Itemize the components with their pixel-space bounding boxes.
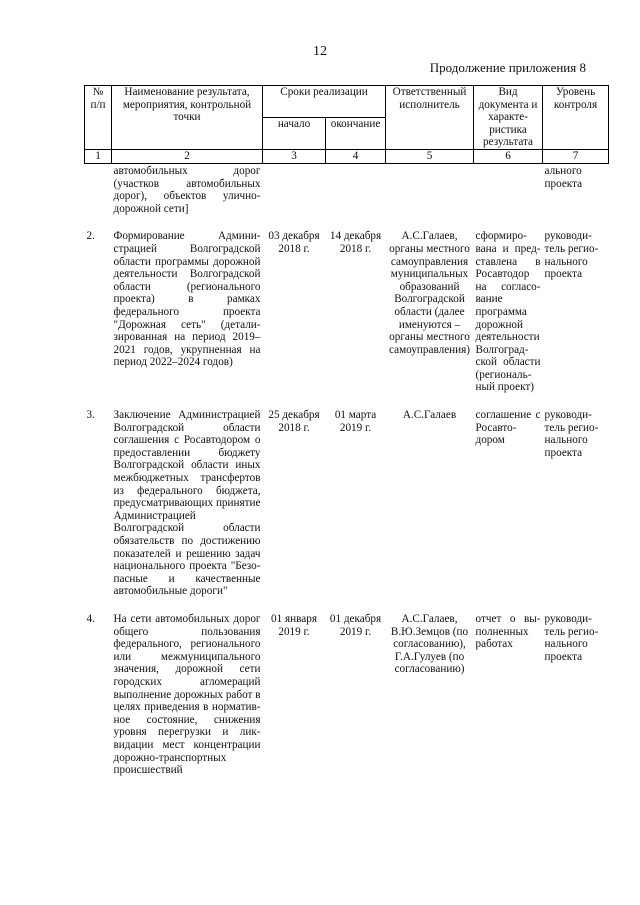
row-num: 2. xyxy=(86,230,95,243)
page-number: 12 xyxy=(313,44,327,59)
row-start: 25 декабря 2018 г. xyxy=(268,409,320,434)
row-doc: отчет о выполненных работах xyxy=(475,612,541,651)
row-end: 14 декабря 2018 г. xyxy=(329,230,382,255)
row-responsible: А.С.Галаев xyxy=(402,409,457,422)
row-num: 4. xyxy=(86,612,95,625)
row-num: 3. xyxy=(86,409,95,422)
continuation-label: Продолжение приложения 8 xyxy=(429,60,586,75)
table-row xyxy=(85,612,609,777)
row-name: Заключение Администрацией Волгоградской области соглашения с Росавтодором о предоставлении бюджету Волгоградской области иных межбюджетных трансфертов из федерального бюджета, предусматривающих принятие Администрацией Волгоградской области обязательств по достижению показателей и решению задач национального проекта "Безопасные и качественные автомобильные дороги" xyxy=(113,409,261,598)
header-num: № п/п xyxy=(85,86,112,150)
col-number: 7 xyxy=(543,149,609,163)
header-end: окончание xyxy=(326,117,386,149)
col-number: 3 xyxy=(263,149,326,163)
row-end: 01 декабря 2019 г. xyxy=(329,612,382,638)
row-level: руководитель регионального проекта xyxy=(544,409,599,459)
row-end: 01 марта 2019 г. xyxy=(334,409,377,434)
carryover-level: ального проекта xyxy=(544,164,583,190)
row-doc: сформирована и представлена в Росавтодор на согласование программа дорожной деятельности Волгоградской области (региональный проект) xyxy=(475,230,541,394)
col-number: 5 xyxy=(386,149,474,163)
table-row xyxy=(85,229,609,394)
col-number: 6 xyxy=(474,149,543,163)
row-name: Формирование Администрацией Волгоградской области программы дорожной деятельности Волгоградской области (регионального проекта) в рамках федерального проекта "Дорожная сеть" (детализированная на период 2019–2021 годов, укрупненная на период 2022–2024 годов) xyxy=(113,230,261,369)
activities-table xyxy=(84,85,609,777)
row-doc: соглашение с Росавтодором xyxy=(475,409,541,447)
header-start: начало xyxy=(263,117,326,149)
row-responsible: А.С.Галаев, В.Ю.Земцов (по согласованию), Г.А.Гулуев (по согласованию) xyxy=(390,612,469,676)
carryover-name: автомобильных дорог (участков автомобильных дорог), объектов улично-дорожной сети] xyxy=(113,164,261,215)
header-doc: Вид документа и характеристика результата xyxy=(474,86,543,150)
header-terms: Сроки реализации xyxy=(263,86,386,118)
row-start: 01 января 2019 г. xyxy=(271,612,317,638)
row-responsible: А.С.Галаев, органы местного самоуправления муниципальных образований Волгоградской области (далее именуются – органы местного самоуправления) xyxy=(389,230,470,356)
header-level: Уровень контроля xyxy=(543,86,609,150)
col-number: 4 xyxy=(326,149,386,163)
row-level: руководитель регионального проекта xyxy=(544,612,599,663)
header-responsible: Ответственный исполнитель xyxy=(386,86,474,150)
col-number: 1 xyxy=(85,149,112,163)
row-name: На сети автомобильных дорог общего пользования федерального, регионального или межмуниципального значения, дорожной сети городских агломераций выполнение дорожных работ в целях приведения в нормативное состояние, снижения уровня перегрузки и ликвидации мест концентрации дорожно-транспортных происшествий xyxy=(113,612,261,777)
table-row xyxy=(85,163,609,215)
table-header xyxy=(85,86,609,164)
row-level: руководитель регионального проекта xyxy=(544,230,599,281)
table-row xyxy=(85,408,609,598)
row-start: 03 декабря 2018 г. xyxy=(268,230,320,255)
column-numbers-row xyxy=(85,149,609,163)
col-number: 2 xyxy=(112,149,263,163)
header-name: Наименование результата, мероприятия, контрольной точки xyxy=(112,86,263,150)
